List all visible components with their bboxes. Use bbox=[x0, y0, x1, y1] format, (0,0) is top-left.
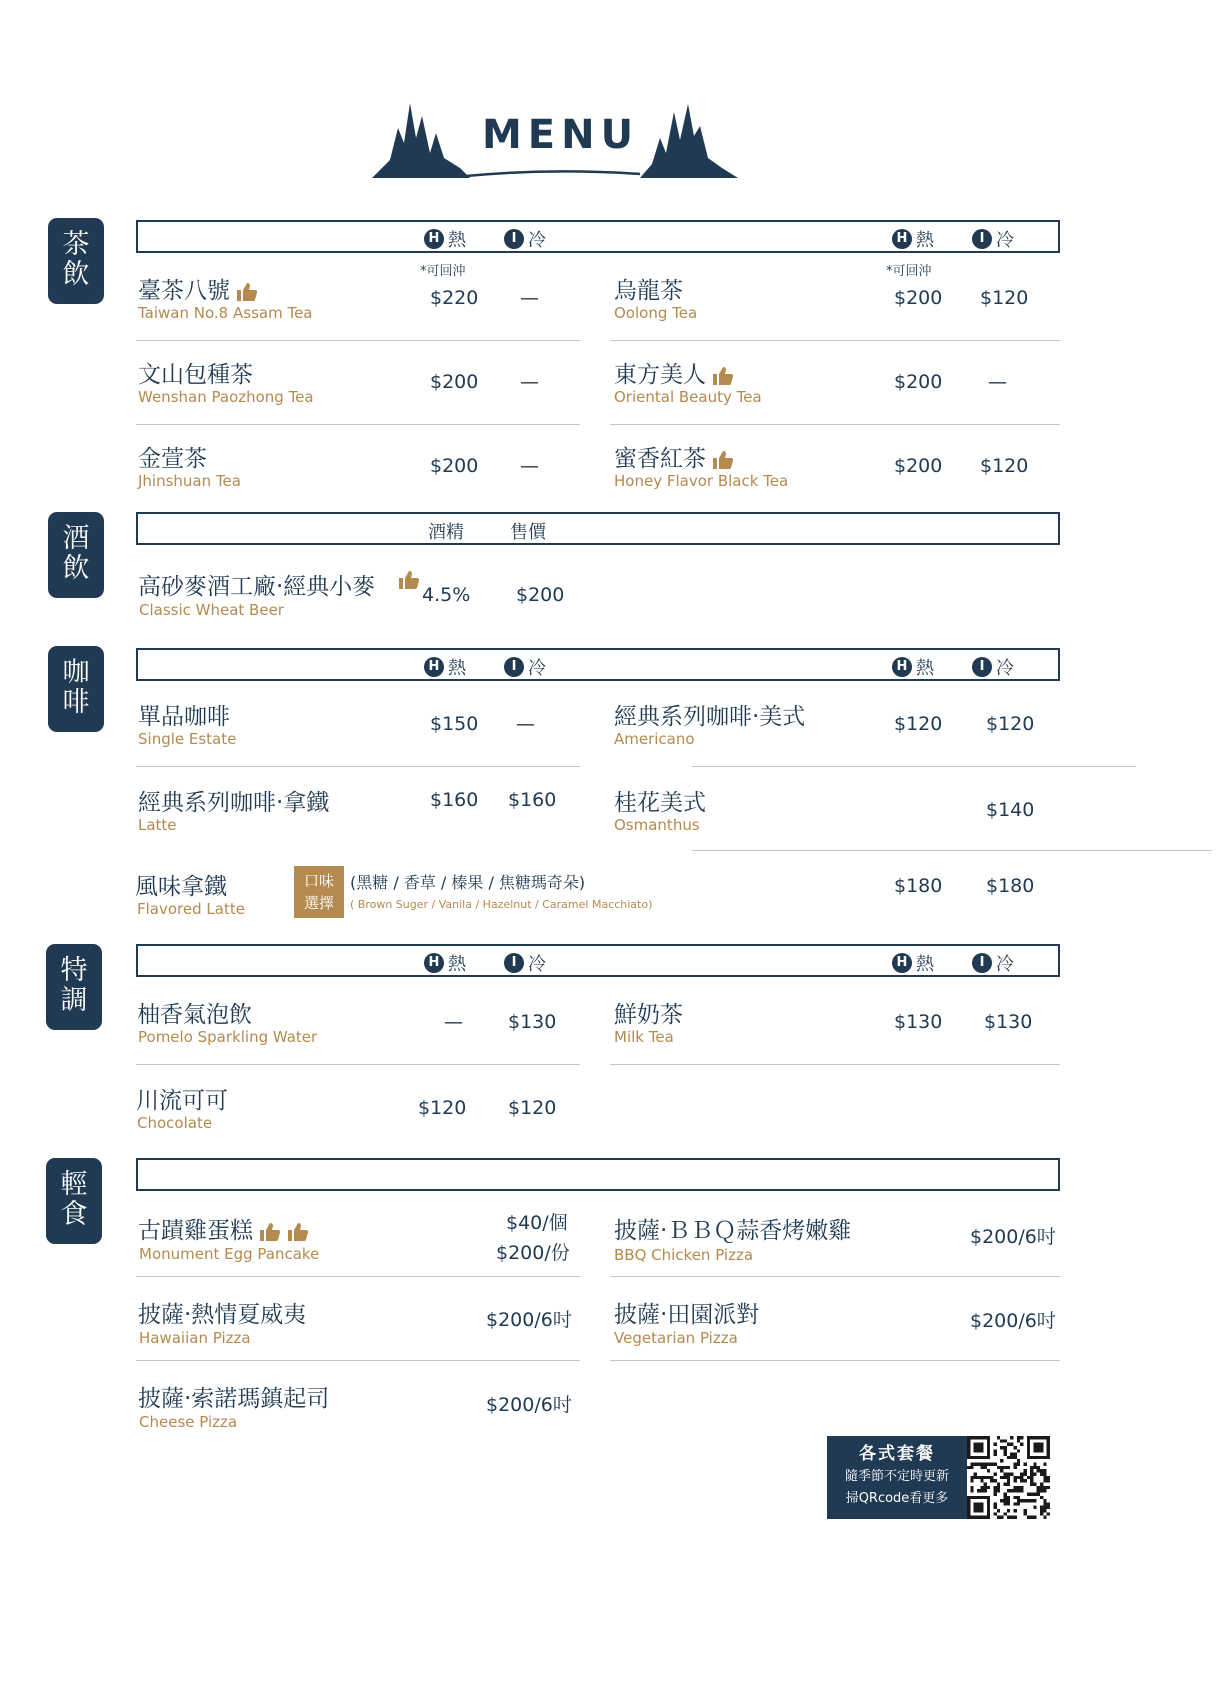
item-name: 東方美人 bbox=[614, 356, 734, 389]
hot-price: $200 bbox=[894, 455, 943, 477]
hot-label: H 熱 bbox=[424, 654, 466, 680]
item-name-en: Oolong Tea bbox=[614, 304, 698, 322]
item-price: $200 bbox=[516, 584, 565, 606]
item-price: $200/6吋 bbox=[970, 1310, 1056, 1332]
cold-label: I 冷 bbox=[504, 226, 546, 252]
item-name: 高砂麥酒工廠‧經典小麥 bbox=[138, 574, 376, 600]
item-name: 披薩‧ＢＢＱ蒜香烤嫩雞 bbox=[614, 1218, 852, 1244]
cold-price: $130 bbox=[508, 1011, 557, 1033]
section-tab-coffee: 咖 啡 bbox=[48, 646, 104, 732]
item-price: $200/6吋 bbox=[970, 1226, 1056, 1248]
cold-price: $120 bbox=[986, 713, 1035, 735]
hot-price: $130 bbox=[894, 1011, 943, 1033]
ice-badge-icon: I bbox=[972, 229, 992, 249]
hot-price: $200 bbox=[894, 371, 943, 393]
hot-price: $200 bbox=[430, 371, 479, 393]
item-name-en: BBQ Chicken Pizza bbox=[614, 1246, 754, 1264]
menu-logo bbox=[370, 98, 740, 182]
refill-note: *可回沖 bbox=[886, 264, 932, 279]
thumbs-up-icon bbox=[712, 366, 734, 386]
row-divider bbox=[136, 1276, 580, 1277]
row-divider bbox=[610, 1360, 1060, 1361]
food-header-bar bbox=[136, 1158, 1060, 1191]
row-divider bbox=[136, 1064, 580, 1065]
hot-price: $180 bbox=[894, 875, 943, 897]
cold-price: — bbox=[520, 287, 539, 309]
hot-label: H 熱 bbox=[424, 950, 466, 976]
item-name: 經典系列咖啡‧拿鐵 bbox=[138, 790, 330, 816]
item-name-en: Single Estate bbox=[138, 730, 237, 748]
item-name: 風味拿鐵 bbox=[135, 874, 227, 900]
price-label: 售價 bbox=[510, 522, 546, 543]
set-meal-box bbox=[827, 1436, 967, 1519]
row-divider bbox=[692, 850, 1212, 851]
item-name-en: Taiwan No.8 Assam Tea bbox=[138, 304, 313, 322]
set-meal-qr-note: 掃QRcode看更多 bbox=[845, 1491, 949, 1506]
hot-price: — bbox=[444, 1011, 463, 1033]
hot-badge-icon: H bbox=[424, 229, 444, 249]
section-tab-special: 特 調 bbox=[46, 944, 102, 1030]
row-divider bbox=[692, 766, 1136, 767]
item-name-en: Pomelo Sparkling Water bbox=[138, 1028, 318, 1046]
hot-label: H 熱 bbox=[892, 950, 934, 976]
item-name: 文山包種茶 bbox=[138, 362, 253, 388]
cold-price: $120 bbox=[508, 1097, 557, 1119]
hot-label: H 熱 bbox=[892, 226, 934, 252]
row-divider bbox=[136, 1360, 580, 1361]
hot-badge-icon: H bbox=[424, 953, 444, 973]
thumbs-up-icon bbox=[287, 1222, 309, 1242]
cold-price: $140 bbox=[986, 799, 1035, 821]
cold-price: $160 bbox=[508, 789, 557, 811]
hot-label: H 熱 bbox=[424, 226, 466, 252]
item-name-en: Milk Tea bbox=[614, 1028, 674, 1046]
section-tab-alcohol: 酒 飲 bbox=[48, 512, 104, 598]
item-name: 烏龍茶 bbox=[614, 278, 683, 304]
item-price: $200/份 bbox=[496, 1242, 570, 1264]
hot-price: $200 bbox=[430, 455, 479, 477]
cold-price: — bbox=[520, 455, 539, 477]
tea-header-bar bbox=[136, 220, 1060, 253]
item-name-en: Classic Wheat Beer bbox=[139, 601, 284, 619]
cold-label: I 冷 bbox=[972, 654, 1014, 680]
cold-label: I 冷 bbox=[972, 950, 1014, 976]
thumbs-up-icon bbox=[259, 1222, 281, 1242]
hot-price: $120 bbox=[894, 713, 943, 735]
flavor-choice-badge: 口味 選擇 bbox=[294, 866, 344, 918]
hot-badge-icon: H bbox=[424, 657, 444, 677]
item-name: 單品咖啡 bbox=[138, 704, 230, 730]
qr-code-icon[interactable] bbox=[967, 1436, 1050, 1519]
item-name: 披薩‧田園派對 bbox=[614, 1302, 760, 1328]
item-name: 披薩‧索諾瑪鎮起司 bbox=[138, 1386, 330, 1412]
item-name: 披薩‧熱情夏威夷 bbox=[138, 1302, 307, 1328]
section-tab-food: 輕 食 bbox=[46, 1158, 102, 1244]
cold-price: $120 bbox=[980, 455, 1029, 477]
hot-price: $150 bbox=[430, 713, 479, 735]
item-name: 鮮奶茶 bbox=[614, 1002, 683, 1028]
ice-badge-icon: I bbox=[972, 657, 992, 677]
alcohol-label: 酒精 bbox=[428, 522, 464, 543]
thumbs-up-icon bbox=[398, 570, 420, 590]
ice-badge-icon: I bbox=[504, 953, 524, 973]
thumbs-up-icon bbox=[712, 450, 734, 470]
item-name-en: Chocolate bbox=[137, 1114, 213, 1132]
hot-badge-icon: H bbox=[892, 953, 912, 973]
cold-price: — bbox=[988, 371, 1007, 393]
item-name: 川流可可 bbox=[136, 1088, 228, 1114]
item-name-en: Oriental Beauty Tea bbox=[614, 388, 762, 406]
row-divider bbox=[610, 424, 1060, 425]
cold-price: $130 bbox=[984, 1011, 1033, 1033]
item-name-en: Wenshan Paozhong Tea bbox=[138, 388, 314, 406]
hot-badge-icon: H bbox=[892, 229, 912, 249]
flavor-options: (黑糖 / 香草 / 榛果 / 焦糖瑪奇朵) bbox=[350, 873, 586, 892]
item-name: 桂花美式 bbox=[614, 790, 706, 816]
page-title: MENU bbox=[482, 112, 640, 158]
hot-badge-icon: H bbox=[892, 657, 912, 677]
item-price: $200/6吋 bbox=[486, 1394, 572, 1416]
cold-label: I 冷 bbox=[504, 654, 546, 680]
cold-price: $120 bbox=[980, 287, 1029, 309]
set-meal-note: 隨季節不定時更新 bbox=[844, 1469, 949, 1484]
hot-price: $120 bbox=[418, 1097, 467, 1119]
flavor-options-en: ( Brown Suger / Vanila / Hazelnut / Caramel Macchiato) bbox=[350, 898, 653, 911]
set-meal-title: 各式套餐 bbox=[859, 1444, 935, 1464]
item-name-en: Honey Flavor Black Tea bbox=[614, 472, 789, 490]
hot-label: H 熱 bbox=[892, 654, 934, 680]
ice-badge-icon: I bbox=[504, 657, 524, 677]
item-price: $200/6吋 bbox=[486, 1309, 572, 1331]
item-name-en: Jhinshuan Tea bbox=[138, 472, 241, 490]
cold-label: I 冷 bbox=[972, 226, 1014, 252]
thumbs-up-icon bbox=[236, 282, 258, 302]
item-name: 柚香氣泡飲 bbox=[137, 1002, 252, 1028]
item-name-en: Monument Egg Pancake bbox=[139, 1245, 320, 1263]
special-header-bar bbox=[136, 944, 1060, 977]
hot-price: $200 bbox=[894, 287, 943, 309]
cold-label: I 冷 bbox=[504, 950, 546, 976]
row-divider bbox=[610, 340, 1060, 341]
hot-price: $220 bbox=[430, 287, 479, 309]
item-name-en: Latte bbox=[138, 816, 177, 834]
row-divider bbox=[610, 1276, 1060, 1277]
ice-badge-icon: I bbox=[972, 953, 992, 973]
row-divider bbox=[136, 424, 580, 425]
section-tab-tea: 茶 飲 bbox=[48, 218, 104, 304]
row-divider bbox=[610, 1064, 1060, 1065]
hot-price: $160 bbox=[430, 789, 479, 811]
alcohol-header-bar bbox=[136, 512, 1060, 545]
cold-price: — bbox=[516, 713, 535, 735]
item-name-en: Osmanthus bbox=[614, 816, 700, 834]
item-price: $40/個 bbox=[506, 1212, 568, 1234]
item-name: 金萱茶 bbox=[138, 446, 207, 472]
cold-price: $180 bbox=[986, 875, 1035, 897]
refill-note: *可回沖 bbox=[420, 264, 466, 279]
coffee-header-bar bbox=[136, 648, 1060, 681]
item-name-en: Cheese Pizza bbox=[139, 1413, 238, 1431]
item-name-en: Americano bbox=[614, 730, 695, 748]
item-name: 臺茶八號 bbox=[138, 272, 258, 305]
item-name-en: Hawaiian Pizza bbox=[139, 1329, 251, 1347]
ice-badge-icon: I bbox=[504, 229, 524, 249]
item-name: 蜜香紅茶 bbox=[614, 440, 734, 473]
item-name: 經典系列咖啡‧美式 bbox=[614, 704, 806, 730]
cold-price: — bbox=[520, 371, 539, 393]
row-divider bbox=[136, 340, 580, 341]
item-name-en: Flavored Latte bbox=[137, 900, 245, 918]
abv-value: 4.5% bbox=[422, 584, 471, 606]
row-divider bbox=[136, 766, 580, 767]
item-name-en: Vegetarian Pizza bbox=[614, 1329, 738, 1347]
item-name: 古蹟雞蛋糕 bbox=[138, 1212, 309, 1245]
